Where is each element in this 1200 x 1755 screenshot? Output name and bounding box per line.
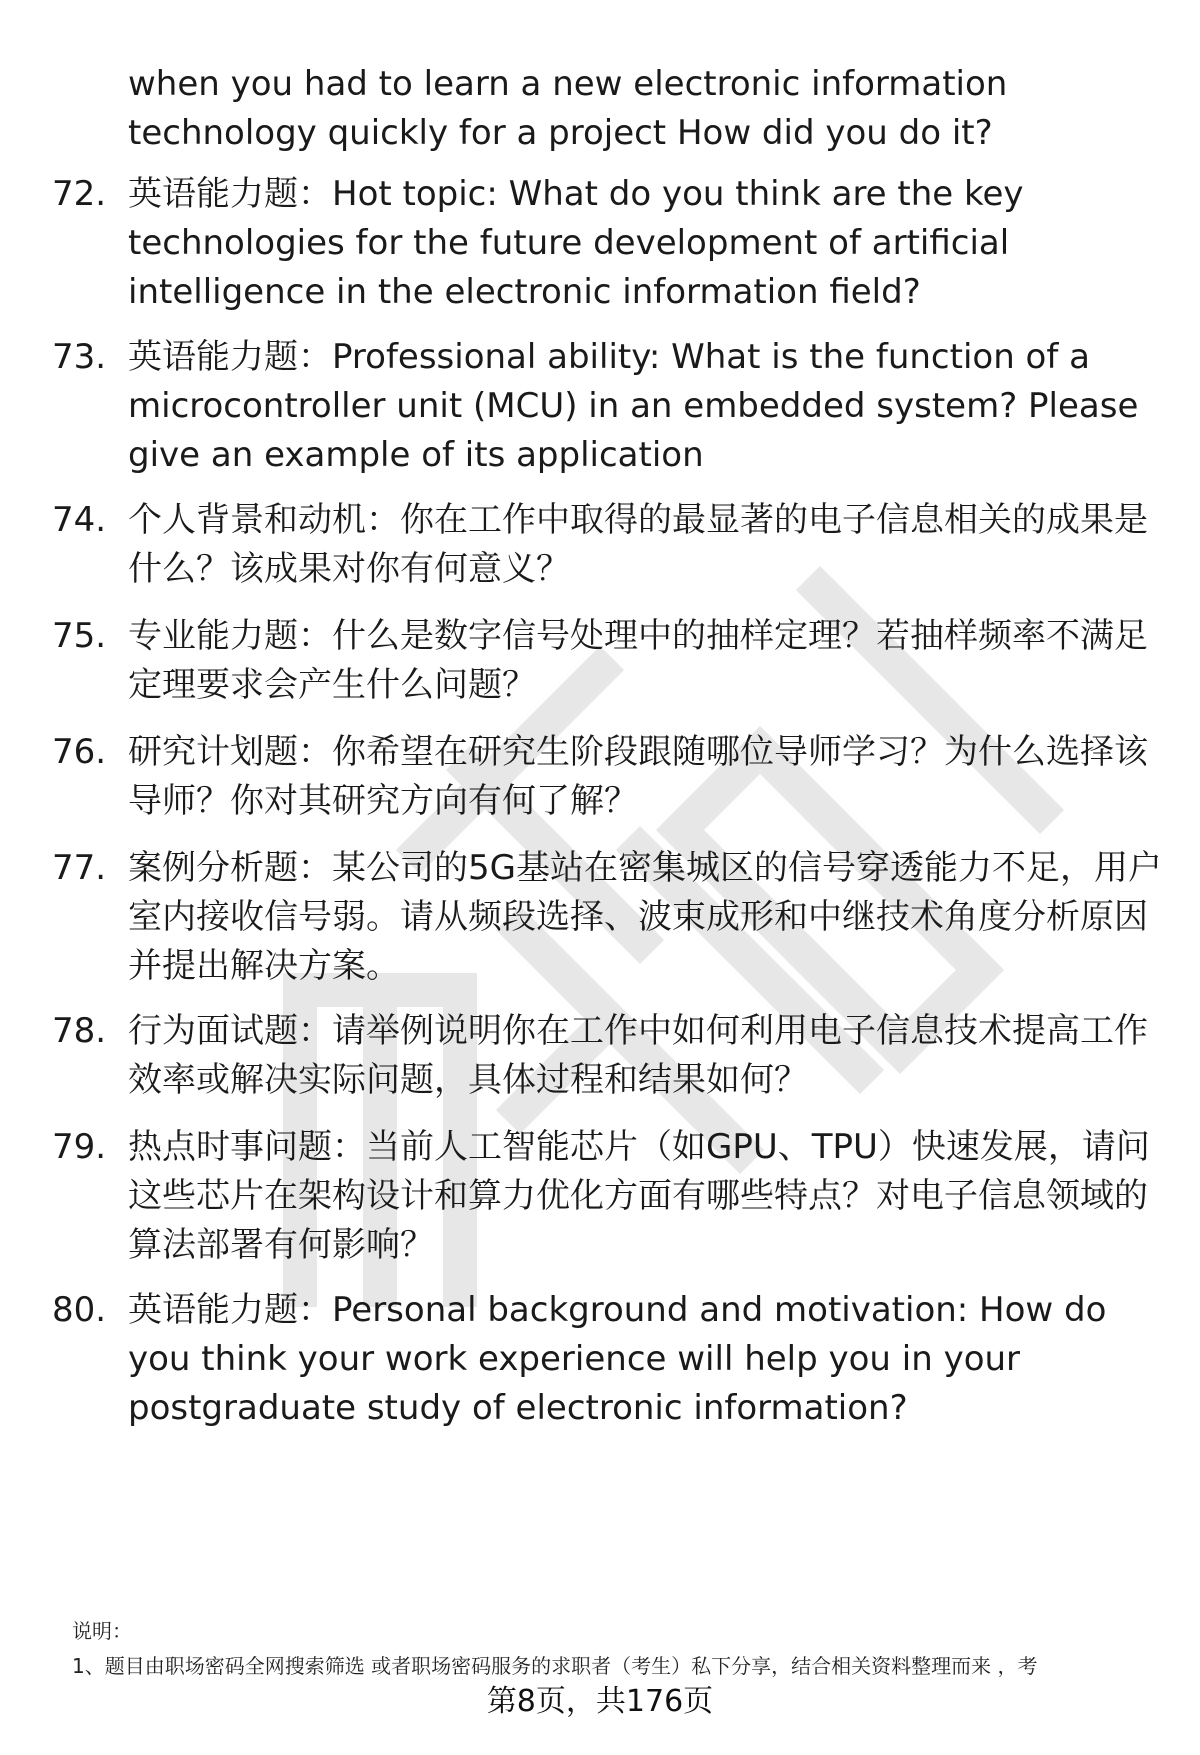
question-text: 行为面试题：请举例说明你在工作中如何利用电子信息技术提高工作效率或解决实际问题，具体过程和结果如何？	[128, 1011, 1148, 1100]
question-text: 个人背景和动机：你在工作中取得的最显著的电子信息相关的成果是什么？该成果对你有何意义？	[128, 500, 1148, 589]
question-text: 研究计划题：你希望在研究生阶段跟随哪位导师学习？为什么选择该导师？你对其研究方向有何了解？	[128, 732, 1148, 821]
question-number: 74.	[52, 500, 107, 540]
question-number: 73.	[52, 337, 107, 377]
question-text: 案例分析题：某公司的5G基站在密集城区的信号穿透能力不足，用户室内接收信号弱。请从频段选择、波束成形和中继技术角度分析原因并提出解决方案。	[128, 848, 1162, 986]
question-text: 英语能力题：Personal background and motivation: How do you think your work experience will help you in your postgraduate study of electronic information?	[128, 1290, 1107, 1428]
footer-note-label: 说明：	[72, 1619, 132, 1643]
question-text: 专业能力题：什么是数字信号处理中的抽样定理？若抽样频率不满足定理要求会产生什么问题？	[128, 616, 1148, 705]
question-number: 76.	[52, 732, 107, 772]
question-number: 77.	[52, 848, 107, 888]
question-number: 72.	[52, 174, 107, 214]
question-number: 78.	[52, 1011, 107, 1051]
question-number: 79.	[52, 1127, 107, 1167]
footer-note-line: 1、题目由职场密码全网搜索筛选 或者职场密码服务的求职者（考生）私下分享，结合相关资料整理而来 ，考	[72, 1654, 1038, 1678]
question-number: 75.	[52, 616, 107, 656]
page-number: 第8页，共176页	[486, 1684, 714, 1719]
question-number: 80.	[52, 1290, 107, 1330]
question-71-continuation: when you had to learn a new electronic information technology quickly for a project How did you do it?	[128, 64, 1008, 153]
question-text: 英语能力题：Hot topic: What do you think are the key technologies for the future development of artificial intelligence in the electronic information field?	[128, 174, 1024, 312]
question-text: 英语能力题：Professional ability: What is the function of a microcontroller unit (MCU) in an embedded system? Please give an example of its application	[128, 337, 1139, 475]
question-text: 热点时事问题：当前人工智能芯片（如GPU、TPU）快速发展，请问这些芯片在架构设计和算力优化方面有哪些特点？对电子信息领域的算法部署有何影响？	[128, 1127, 1150, 1265]
